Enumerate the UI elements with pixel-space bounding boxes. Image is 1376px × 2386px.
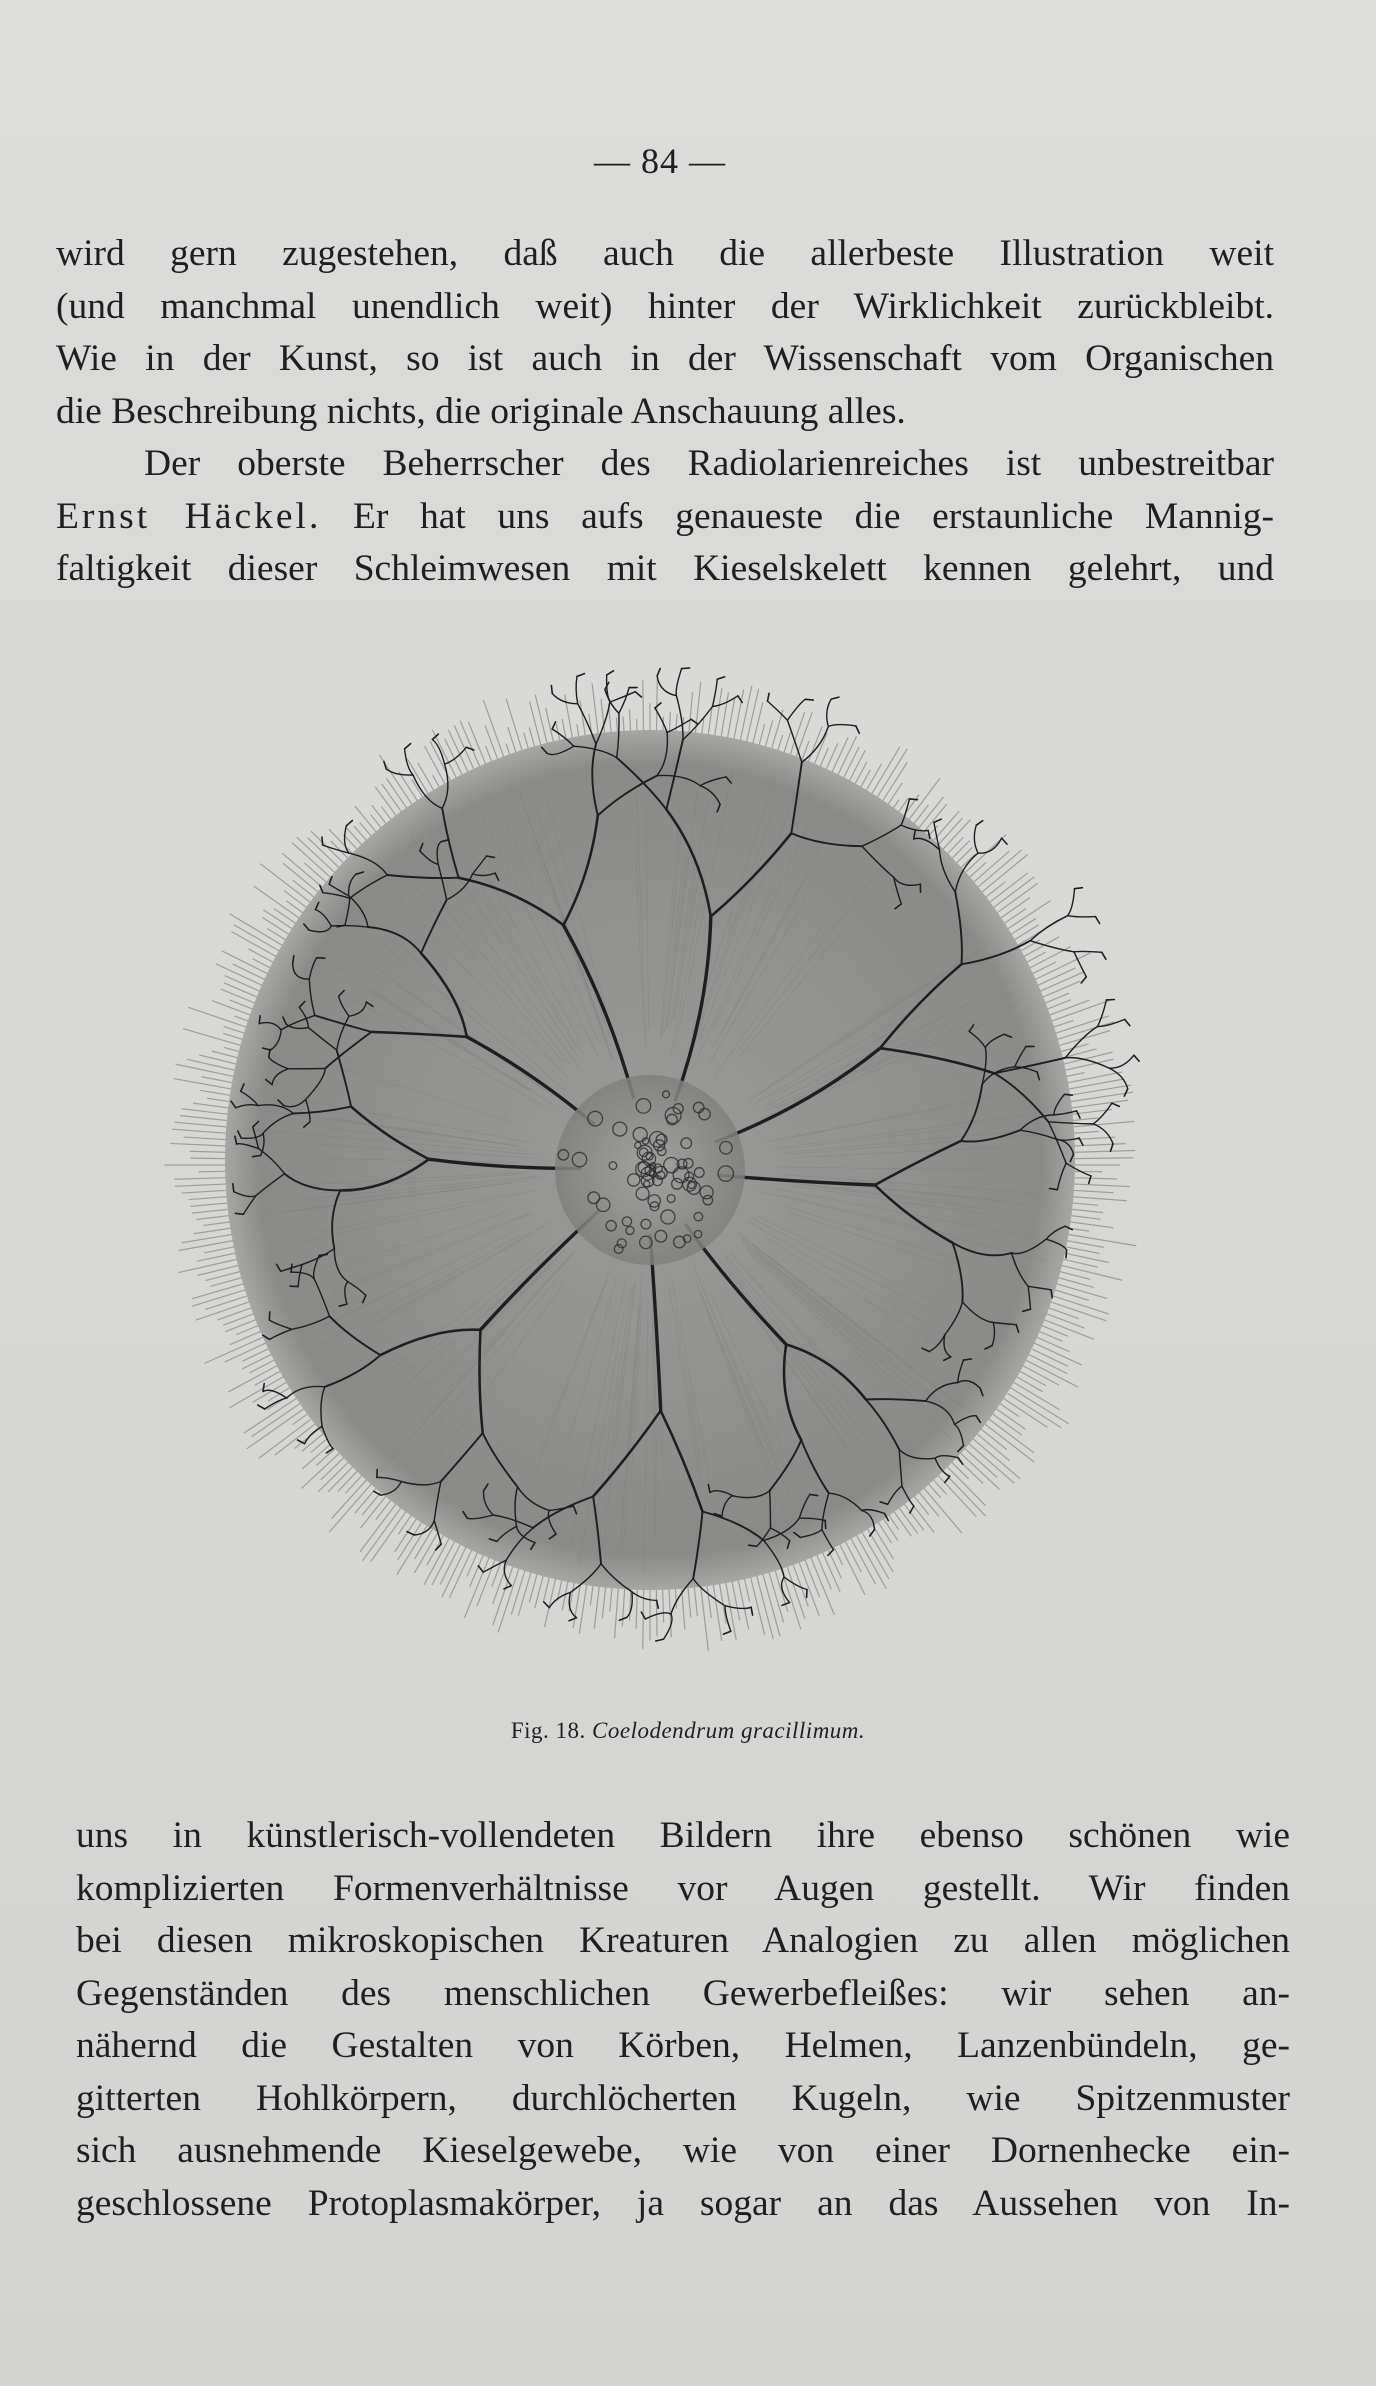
skeleton-hook [825, 1520, 826, 1528]
skeleton-hook [552, 722, 555, 729]
spine [694, 1584, 697, 1616]
spine [204, 1246, 238, 1253]
radiolarian-illustration [160, 640, 1140, 1680]
spine [1052, 1031, 1110, 1048]
skeleton-hook [405, 744, 411, 749]
skeleton-branch [978, 838, 1002, 853]
skeleton-hook [1064, 1094, 1072, 1095]
figure-species: Coelodendrum gracillimum. [592, 1718, 866, 1743]
spine [1036, 1330, 1063, 1341]
spine [222, 951, 271, 976]
spine [750, 1574, 765, 1635]
skeleton-hook [831, 697, 839, 699]
skeleton-hook [478, 1566, 483, 1572]
spine [836, 1537, 865, 1595]
spine [966, 1441, 1014, 1483]
spine [955, 1448, 999, 1489]
skeleton-hook [269, 1312, 270, 1320]
spine [414, 1529, 439, 1573]
skeleton-hook [1112, 1103, 1119, 1106]
spine [371, 1507, 409, 1561]
text-line: bei diesen mikroskopischen Kreaturen Analogien zu allen möglichen [76, 1920, 1290, 1961]
skeleton-branch [619, 688, 629, 714]
skeleton-branch [1074, 951, 1102, 952]
spine [176, 1064, 242, 1078]
skeleton-hook [407, 1532, 414, 1535]
spine [594, 1581, 600, 1629]
spine [345, 1473, 364, 1493]
spine [204, 1222, 232, 1226]
spine [1003, 1398, 1048, 1428]
spine [182, 1109, 235, 1115]
spine [1050, 1288, 1089, 1300]
skeleton-branch [576, 676, 578, 703]
spine [483, 700, 506, 765]
skeleton-hook [655, 703, 661, 708]
spine [179, 1258, 241, 1272]
skeleton-branch [725, 1606, 751, 1609]
skeleton-branch [768, 701, 788, 720]
spine [205, 1295, 251, 1310]
skeleton-branch [1065, 1058, 1109, 1068]
text-line: uns in künstlerisch-vollendeten Bildern ihre ebenso schönen wie [76, 1815, 1290, 1856]
spine [1068, 1209, 1103, 1213]
text-line: faltigkeit dieser Schleimwesen mit Kieselskelett kennen gelehrt, und [56, 548, 1274, 589]
skeleton-hook [577, 674, 585, 677]
spine [1045, 1000, 1089, 1017]
skeleton-hook [1066, 1250, 1067, 1258]
spine [190, 1158, 225, 1159]
text-fragment: Er hat uns aufs genaueste die erstaunliche Mannig- [352, 495, 1275, 537]
text-line: geschlossene Protoplasmakörper, ja sogar an das Aussehen von In- [76, 2182, 1290, 2224]
skeleton-branch [1030, 941, 1074, 952]
spine [850, 1537, 875, 1584]
spine [197, 1215, 235, 1220]
spine [190, 1203, 229, 1207]
spine [329, 1480, 374, 1532]
spine [201, 1077, 236, 1084]
spine [1060, 1072, 1123, 1084]
skeleton-hook [1075, 888, 1083, 889]
spine [1067, 1221, 1114, 1227]
spine [656, 1582, 657, 1637]
spine [318, 1458, 353, 1492]
text-line: Der oberste Beherrscher des Radiolarienreiches ist unbestreitbar [144, 443, 1274, 484]
spine [518, 1570, 531, 1615]
figure-drawing [160, 640, 1140, 1680]
skeleton-branch [1068, 889, 1075, 916]
spine [1068, 1121, 1135, 1127]
spine [991, 883, 1038, 917]
spine [184, 1137, 228, 1140]
skeleton-hook [504, 1586, 511, 1589]
spine [1044, 1313, 1084, 1328]
paragraph-top [56, 228, 1274, 596]
spine [963, 1447, 997, 1478]
spine [545, 1571, 558, 1627]
spine [941, 1470, 985, 1516]
spine [247, 1409, 304, 1449]
spine [543, 1576, 549, 1602]
spine [573, 1579, 581, 1628]
skeleton-hook [934, 819, 941, 822]
spine [493, 1563, 508, 1604]
spine [1009, 1379, 1060, 1410]
spine [1073, 1118, 1099, 1121]
spine [229, 1374, 288, 1408]
spine [815, 1551, 831, 1590]
spine [442, 1546, 467, 1597]
skeleton-hook [723, 1631, 731, 1634]
spine [1070, 1203, 1098, 1206]
spine [984, 873, 1028, 907]
spine [1067, 1247, 1100, 1253]
spine [1065, 1184, 1129, 1187]
author-name: Ernst Häckel. [56, 495, 322, 537]
spine [636, 1586, 637, 1629]
spine [922, 1486, 962, 1534]
spine [893, 1511, 911, 1536]
skeleton-branch [632, 1592, 657, 1601]
spine [980, 1420, 1034, 1462]
page-number: — 84 — [594, 141, 726, 181]
skeleton-hook [1089, 1176, 1091, 1184]
spine [1070, 1131, 1098, 1133]
skeleton-hook [1077, 1111, 1080, 1118]
spine [255, 1370, 282, 1385]
skeleton-hook [805, 699, 813, 700]
skeleton-hook [768, 693, 770, 701]
text-line: gitterten Hohlkörpern, durchlöcherten Kugeln, wie Spitzenmuster [76, 2077, 1290, 2119]
spine [1067, 1196, 1127, 1200]
spine [1069, 1215, 1101, 1219]
spine [192, 1282, 248, 1298]
spine [997, 1402, 1019, 1417]
skeleton-hook [945, 1476, 950, 1482]
spine [180, 1116, 231, 1121]
text-line: (und manchmal unendlich weit) hinter der Wirklichkeit zurückbleibt. [56, 285, 1274, 327]
text-line: Gegenständen des menschlichen Gewerbefleißes: wir sehen an- [76, 1972, 1290, 2014]
skeleton-hook [682, 668, 690, 669]
spine [630, 1588, 631, 1621]
spine [398, 1519, 424, 1560]
spine [1045, 1307, 1079, 1319]
spine [1067, 1150, 1135, 1152]
skeleton-branch [1093, 1103, 1112, 1124]
text-line: die Beschreibung nichts, die originale Anschauung alles. [56, 390, 906, 432]
spine [170, 1143, 226, 1146]
skeleton-branch [657, 676, 676, 696]
skeleton-branch [828, 725, 856, 727]
spine [1050, 1282, 1107, 1299]
spine [338, 1468, 360, 1491]
paragraph-bottom [76, 1810, 1290, 2230]
spine [244, 1397, 299, 1433]
skeleton-branch [676, 669, 681, 696]
skeleton-branch [610, 692, 635, 702]
spine [234, 925, 286, 955]
skeleton-hook [607, 671, 614, 675]
spine [738, 1580, 748, 1629]
text-line: Wie in der Kunst, so ist auch in der Wissenschaft vom Organischen [56, 338, 1274, 379]
skeleton-branch [1109, 1055, 1134, 1068]
spine [1072, 1144, 1126, 1146]
skeleton-hook [1096, 917, 1100, 924]
spine [809, 1554, 834, 1615]
spine [252, 1404, 301, 1437]
spine [1067, 1158, 1133, 1159]
skeleton-hook [322, 837, 323, 845]
spine [204, 1336, 266, 1363]
skeleton-branch [667, 719, 691, 732]
spine [233, 964, 268, 981]
spine [174, 1178, 231, 1180]
spine [275, 1422, 319, 1456]
skeleton-hook [976, 821, 983, 826]
skeleton-hook [233, 1184, 234, 1192]
spine [615, 1588, 619, 1638]
skeleton-hook [346, 821, 352, 826]
skeleton-hook [551, 686, 552, 694]
spine [188, 1007, 254, 1030]
skeleton-branch [725, 1606, 731, 1631]
spine [731, 1579, 739, 1621]
spine [172, 1129, 232, 1134]
skeleton-hook [1002, 838, 1007, 844]
spine [229, 1365, 279, 1392]
skeleton-hook [259, 1016, 260, 1024]
text-line: wird gern zugestehen, daß auch die allerbeste Illustration weit [56, 233, 1274, 274]
spine [934, 1471, 976, 1517]
skeleton-hook [751, 1607, 753, 1615]
skeleton-hook [236, 1213, 244, 1214]
skeleton-hook [317, 958, 325, 959]
spine [1061, 1259, 1098, 1267]
skeleton-branch [645, 1613, 671, 1619]
skeleton-hook [635, 692, 641, 697]
spine [768, 1568, 784, 1622]
figure-caption [0, 1718, 1376, 1744]
spine [360, 1501, 398, 1552]
spine [1055, 1264, 1122, 1280]
skeleton-hook [656, 1639, 664, 1641]
skeleton-hook [544, 1602, 550, 1608]
spine [1060, 1252, 1109, 1262]
skeleton-branch [827, 699, 832, 726]
spine [216, 964, 267, 988]
spine [174, 1122, 235, 1127]
spine [602, 1583, 606, 1619]
spine [974, 855, 1027, 899]
skeleton-hook [1125, 1019, 1130, 1025]
spine [1016, 1376, 1043, 1391]
spine [967, 1434, 1020, 1479]
skeleton-hook [258, 1405, 265, 1409]
spine [882, 1517, 898, 1541]
spine [301, 1451, 341, 1488]
spine [1069, 1235, 1137, 1246]
spine [1033, 1349, 1069, 1366]
spine [1069, 1178, 1117, 1179]
text-line-with-name [56, 491, 1274, 544]
spine [719, 1579, 726, 1623]
skeleton-branch [1068, 916, 1096, 917]
spine [212, 1051, 240, 1058]
skeleton-hook [910, 1506, 914, 1513]
spine [332, 1479, 367, 1518]
spine [231, 932, 283, 961]
spine [464, 1554, 490, 1617]
spine [1070, 1190, 1113, 1193]
spine [700, 1582, 708, 1651]
skeleton-hook [1102, 952, 1106, 959]
spine [432, 1535, 458, 1586]
spine [860, 1528, 889, 1578]
skeleton-hook [1081, 977, 1086, 983]
spine [316, 1446, 338, 1466]
spine [259, 1420, 310, 1459]
spine [919, 1492, 939, 1516]
skeleton-branch [713, 679, 718, 706]
figure-label: Fig. 18. [510, 1718, 586, 1743]
spine [182, 1190, 232, 1193]
text-line: komplizierten Formenverhältnisse vor Augen gestellt. Wir finden [76, 1867, 1290, 1909]
skeleton-hook [910, 799, 918, 800]
text-line: sich ausnehmende Kieselgewebe, wie von einer Dornenhecke ein- [76, 2130, 1290, 2171]
spine [1010, 1388, 1068, 1424]
skeleton-hook [856, 726, 859, 733]
skeleton-hook [1134, 1055, 1139, 1061]
spine [362, 1507, 401, 1561]
spine [1022, 1358, 1078, 1387]
skeleton-branch [1093, 1124, 1113, 1144]
skeleton-hook [569, 1618, 577, 1621]
spine [260, 864, 315, 906]
text-line: nähernd die Gestalten von Körben, Helmen, Lanzenbündeln, ge- [76, 2025, 1290, 2066]
spine [192, 1290, 245, 1306]
spine [511, 1564, 527, 1615]
skeleton-hook [293, 956, 294, 964]
skeleton-hook [269, 1050, 270, 1058]
spine [688, 1585, 691, 1617]
skeleton-branch [627, 1592, 632, 1618]
skeleton-branch [974, 825, 978, 853]
skeleton-hook [717, 677, 725, 680]
spine [424, 1539, 449, 1585]
spine [804, 1556, 820, 1597]
skeleton-hook [657, 669, 660, 676]
spine [975, 1432, 1010, 1460]
skeleton-hook [749, 1545, 757, 1546]
spine [796, 1555, 819, 1616]
